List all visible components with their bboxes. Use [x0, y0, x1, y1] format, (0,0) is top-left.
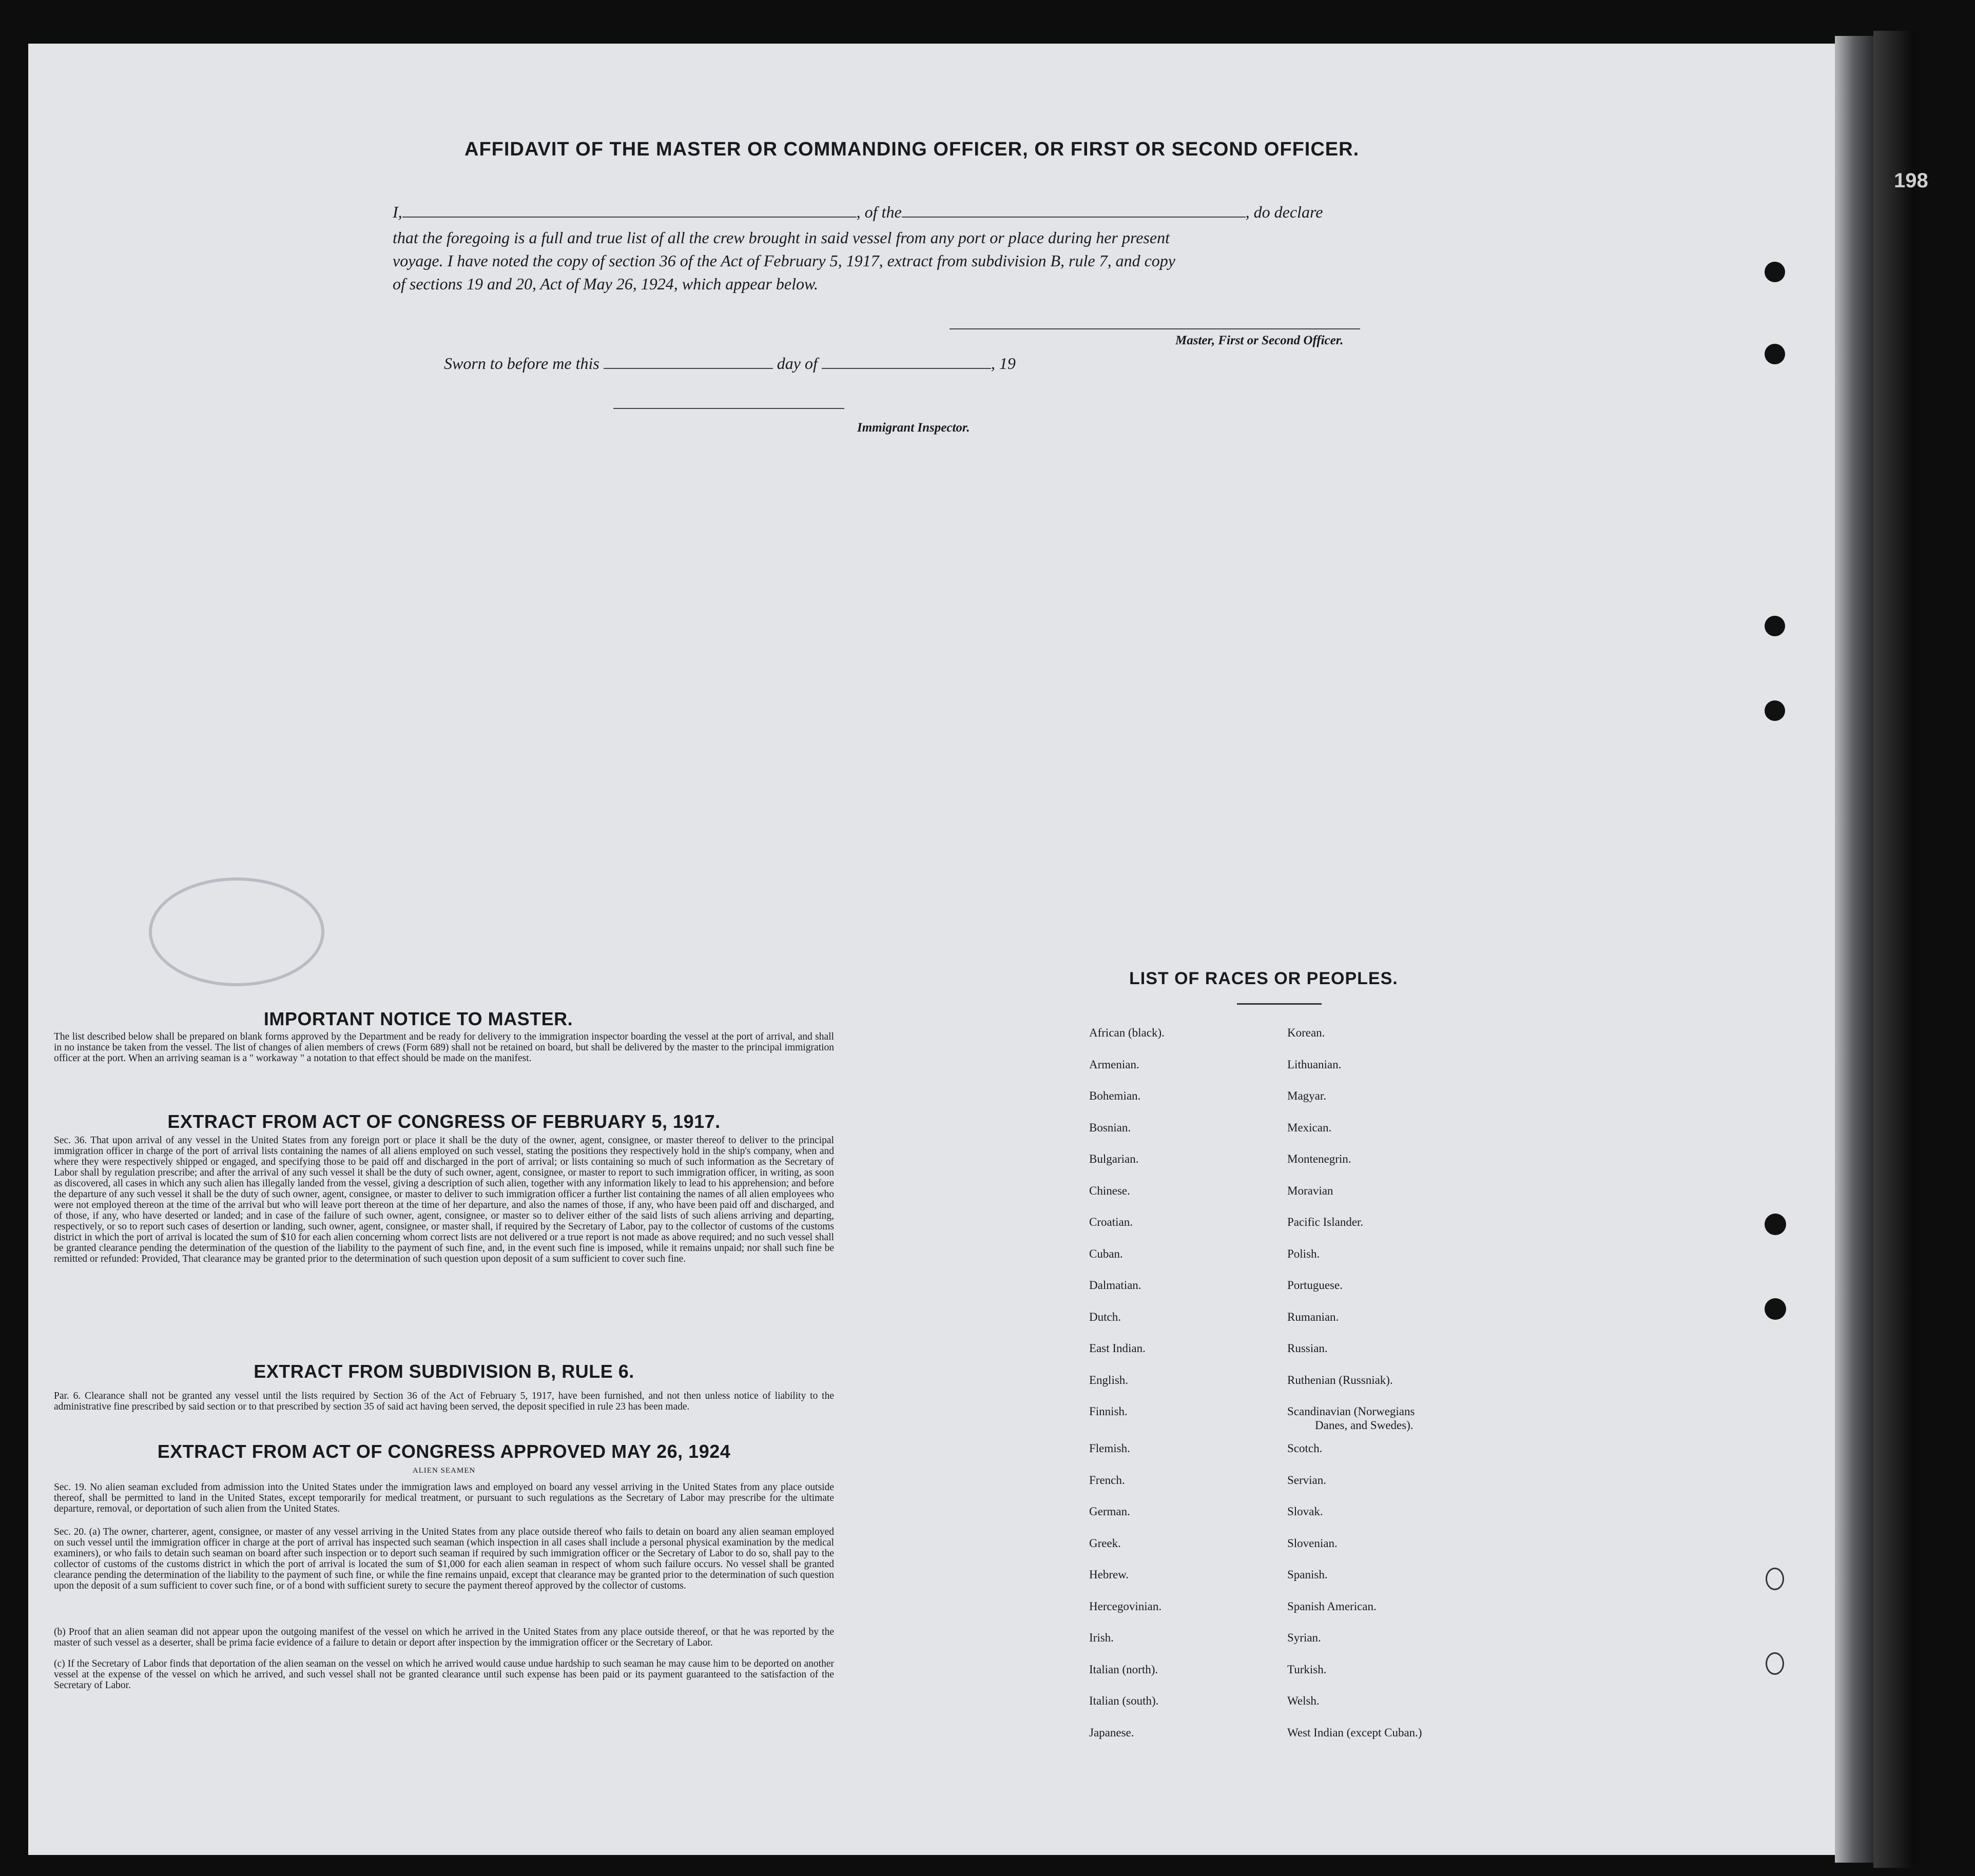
page-number: 198	[1894, 169, 1928, 192]
punch-hole	[1765, 344, 1785, 364]
race-item: Syrian.	[1287, 1631, 1321, 1644]
race-item: Italian (south).	[1089, 1694, 1159, 1707]
subdivision-b-text: Par. 6. Clearance shall not be granted any vessel until the lists required by Section 36 of the Act of February 5, 1917, have been furnished, and not then unless notice of liability to the administrative fine prescribed by said section or to that prescribed by section 35 of said act having been served, the deposit specified in rule 23 has been made.	[54, 1391, 834, 1412]
sworn-line	[444, 354, 1016, 373]
race-item: Bosnian.	[1089, 1121, 1131, 1134]
race-item: Dalmatian.	[1089, 1279, 1141, 1292]
affidavit-i: I,	[393, 203, 402, 221]
race-item: Welsh.	[1287, 1694, 1320, 1707]
affidavit-line-2: that the foregoing is a full and true list of all the crew brought in said vessel from any port or place during her present	[393, 228, 1170, 247]
punch-hole	[1765, 700, 1785, 721]
race-item: Mexican.	[1287, 1121, 1332, 1134]
subdivision-b-title: EXTRACT FROM SUBDIVISION B, RULE 6.	[254, 1361, 634, 1382]
sworn-year: , 19	[991, 354, 1016, 373]
race-item: Turkish.	[1287, 1663, 1327, 1676]
race-item: Montenegrin.	[1287, 1152, 1351, 1165]
race-item: Korean.	[1287, 1026, 1325, 1039]
race-item: Servian.	[1287, 1473, 1327, 1487]
master-signature-line	[950, 328, 1360, 329]
punch-hole	[1766, 1652, 1784, 1675]
race-item: Flemish.	[1089, 1442, 1130, 1455]
race-item: Greek.	[1089, 1536, 1121, 1550]
race-item: Scandinavian (Norwegians	[1287, 1405, 1415, 1418]
affidavit-line-1	[393, 203, 1323, 222]
race-item: Russian.	[1287, 1342, 1328, 1355]
race-item: Bohemian.	[1089, 1089, 1141, 1102]
race-item: Polish.	[1287, 1247, 1320, 1260]
race-item: Chinese.	[1089, 1184, 1130, 1197]
master-caption: Master, First or Second Officer.	[1175, 334, 1344, 347]
race-item: Bulgarian.	[1089, 1152, 1139, 1165]
notice-text: The list described below shall be prepared on blank forms approved by the Department and be ready for delivery to the immigration inspector boarding the vessel at the port of arrival, and shall in no instance be taken from the vessel. The list of changes of alien members of crews (Form 689) shall not be retained on board, but shall be delivered by the master to the principal immigration officer at the port. When an arriving seaman is a " workaway " a notation to that effect should be made on the manifest.	[54, 1031, 834, 1064]
notice-title: IMPORTANT NOTICE TO MASTER.	[263, 1008, 573, 1029]
race-item: Pacific Islander.	[1287, 1216, 1364, 1228]
extract-1924-title: EXTRACT FROM ACT OF CONGRESS APPROVED MAY 26, 1924	[157, 1441, 731, 1462]
race-item: English.	[1089, 1373, 1129, 1386]
inspector-signature-line	[613, 408, 844, 409]
race-item: East Indian.	[1089, 1342, 1146, 1355]
extract-1917-title: EXTRACT FROM ACT OF CONGRESS OF FEBRUARY 5, 1917.	[167, 1111, 721, 1132]
affidavit-line-4: of sections 19 and 20, Act of May 26, 1924, which appear below.	[393, 275, 818, 293]
inspector-caption: Immigrant Inspector.	[857, 421, 970, 435]
race-item: Finnish.	[1089, 1405, 1128, 1418]
race-item: Armenian.	[1089, 1058, 1139, 1071]
race-item: Croatian.	[1089, 1216, 1133, 1228]
race-item: Portuguese.	[1287, 1279, 1343, 1292]
bleed-through-stamp	[149, 877, 324, 986]
sworn-month-blank	[822, 367, 991, 369]
affidavit-line-3: voyage. I have noted the copy of section 36 of the Act of February 5, 1917, extract from subdivision B, rule 7, and copy	[393, 251, 1175, 270]
race-item: Slovak.	[1287, 1505, 1323, 1518]
race-item: Hercegovinian.	[1089, 1599, 1162, 1613]
punch-hole	[1765, 262, 1785, 282]
binder-edge	[1873, 31, 1914, 1868]
race-item: German.	[1089, 1505, 1130, 1518]
page-edge-shadow	[1835, 36, 1873, 1863]
race-item: Lithuanian.	[1287, 1058, 1342, 1071]
race-item: West Indian (except Cuban.)	[1287, 1726, 1422, 1739]
race-item: African (black).	[1089, 1026, 1165, 1039]
sworn-day-blank	[604, 367, 773, 369]
races-title-rule	[1237, 1003, 1322, 1005]
sec-20-b-text: (b) Proof that an alien seaman did not appear upon the outgoing manifest of the vessel on which he arrived in the United States from any place outside thereof, or that he was reported by the master of such vessel as a deserter, shall be prima facie evidence of a failure to detain or deport after inspection by the immigration officer or the Secretary of Labor.	[54, 1627, 834, 1648]
race-item: Irish.	[1089, 1631, 1114, 1644]
race-item: Hebrew.	[1089, 1568, 1129, 1581]
race-item: Rumanian.	[1287, 1310, 1339, 1323]
sec-19-text: Sec. 19. No alien seaman excluded from admission into the United States under the immigration laws and employed on board any vessel arriving in the United States from any place outside thereof, shall be permitted to land in the United States, except temporarily for medical treatment, or pursuant to such regulations as the Secretary of Labor may prescribe for the ultimate departure, removal, or deportation of such alien from the United States.	[54, 1482, 834, 1514]
alien-seamen-subtitle: ALIEN SEAMEN	[412, 1467, 476, 1475]
race-item: Moravian	[1287, 1184, 1333, 1197]
race-item: Spanish.	[1287, 1568, 1328, 1581]
punch-hole	[1765, 616, 1785, 636]
punch-hole	[1765, 1298, 1786, 1320]
race-item: Ruthenian (Russniak).	[1287, 1373, 1393, 1386]
race-item: Cuban.	[1089, 1247, 1123, 1260]
sec-20-c-text: (c) If the Secretary of Labor finds that deportation of the alien seaman on the vessel on which he arrived would cause undue hardship to such seaman he may cause him to be deported on another vessel at the expense of the vessel on which he arrived, and such vessel shall not be granted clearance until such expense has been paid or its payment guaranteed to the satisfaction of the Secretary of Labor.	[54, 1658, 834, 1691]
race-item: Dutch.	[1089, 1310, 1121, 1323]
punch-hole	[1766, 1568, 1784, 1590]
race-item: Magyar.	[1287, 1089, 1327, 1102]
affidavit-of-the: , of the	[856, 203, 902, 221]
race-item: Italian (north).	[1089, 1663, 1158, 1676]
affidavit-title: AFFIDAVIT OF THE MASTER OR COMMANDING OFFICER, OR FIRST OR SECOND OFFICER.	[464, 139, 1360, 160]
race-item: Spanish American.	[1287, 1599, 1377, 1613]
sworn-prefix: Sworn to before me this	[444, 354, 599, 373]
race-item: Scotch.	[1287, 1442, 1323, 1455]
punch-hole	[1765, 1214, 1786, 1235]
race-item-continuation: Danes, and Swedes).	[1315, 1419, 1414, 1432]
sworn-day-of: day of	[777, 354, 818, 373]
extract-1917-text: Sec. 36. That upon arrival of any vessel in the United States from any foreign port or place it shall be the duty of the owner, agent, consignee, or master thereof to deliver to the principal immigration officer in charge of the port of arrival lists containing the names of all aliens employed on such vessel, stating the positions they respectively hold in the ship's company, when and where they were respectively shipped or engaged, and specifying those to be paid off and discharged in the port of arrival; or lists containing so much of such information as the Secretary of Labor shall by regulation prescribe; and after the arrival of any such vessel it shall be the duty of such owner, agent, consignee, or master to report to such immigration officer, in writing, as soon as discovered, all cases in which any such alien has illegally landed from the vessel, giving a description of such alien, together with any information likely to lead to his apprehension; and before the departure of any such vessel it shall be the duty of such owner, agent, consignee, or master to deliver to such immigration officer a further list containing the names of all alien employees who were not employed thereon at the time of the arrival but who will leave port thereon at the time of her departure, and also the names of those, if any, who have been paid off and discharged, and of those, if any, who have deserted or landed; and in case of the failure of such owner, agent, consignee, or master so to deliver either of the said lists of such aliens arriving and departing, respectively, or so to report such cases of desertion or landing, such owner, agent, consignee, or master shall, if required by the Secretary of Labor, pay to the collector of customs of the customs district in which the port of arrival is located the sum of $10 for each alien concerning whom correct lists are not delivered or a true report is not made as above required; and no such vessel shall be granted clearance pending the determination of the question of the liability to the payment of such fine, and, in the event such fine is imposed, while it remains unpaid; nor shall such fine be remitted or refunded: Provided, That clearance may be granted prior to the determination of such question upon deposit of a sum sufficient to cover such fine.	[54, 1135, 834, 1264]
races-title: LIST OF RACES OR PEOPLES.	[1129, 969, 1398, 988]
race-item: French.	[1089, 1473, 1125, 1487]
affidavit-declare: , do declare	[1245, 203, 1323, 221]
sec-20-a-text: Sec. 20. (a) The owner, charterer, agent, consignee, or master of any vessel arriving in the United States from any place outside thereof who fails to detain on board any alien seaman employed on such vessel until the immigration officer in charge at the port of arrival has inspected such seaman (which inspection in all cases shall include a personal physical examination by the medical examiners), or who fails to detain such seaman on board after such inspection or to deport such seaman if required by such immigration officer or the Secretary of Labor to do so, shall pay to the collector of customs of the customs district in which the port of arrival is located the sum of $1,000 for each alien seaman in respect of whom such failure occurs. No vessel shall be granted clearance pending the determination of the liability to the payment of such fine, or while the fine remains unpaid, except that clearance may be granted prior to the determination of such question upon the deposit of a sum sufficient to cover such fine, or of a bond with sufficient surety to secure the payment thereof approved by the collector of customs.	[54, 1527, 834, 1591]
vessel-blank	[902, 216, 1246, 218]
race-item: Slovenian.	[1287, 1536, 1338, 1550]
race-item: Japanese.	[1089, 1726, 1134, 1739]
name-blank	[402, 216, 857, 218]
